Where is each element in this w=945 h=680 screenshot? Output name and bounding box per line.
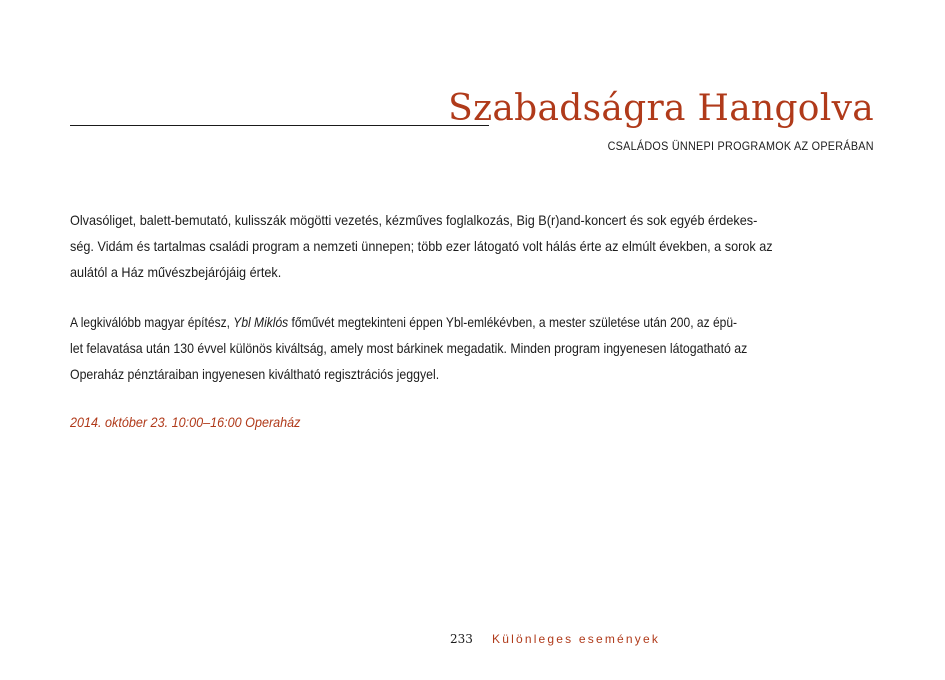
person-name: Ybl Miklós (233, 314, 289, 330)
paragraph-line: aulától a Ház művészbejárójáig értek. (70, 264, 282, 280)
section-name: Különleges események (492, 632, 661, 646)
paragraph-line: let felavatása után 130 évvel különös kiváltság, amely most bárkinek megadatik. Minden program ingyenesen látogatható az (70, 340, 748, 356)
page-title: Szabadságra Hangolva (448, 88, 874, 129)
paragraph-line: Operaház pénztáraiban ingyenesen kiváltható regisztrációs jeggyel. (70, 366, 440, 382)
page-number: 233 (450, 632, 473, 646)
page-subtitle: CSALÁDOS ÜNNEPI PROGRAMOK AZ OPERÁBAN (607, 139, 874, 153)
paragraph-line: ség. Vidám és tartalmas családi program a nemzeti ünnepen; több ezer látogató volt hálás érte az elmúlt években, a sorok az (70, 238, 773, 254)
title-rule (70, 125, 489, 126)
text-segment: főművét megtekinteni éppen Ybl-emlékévben, a mester születése után 200, az épü- (288, 314, 738, 330)
paragraph-line (70, 309, 758, 335)
paragraph-ybl (70, 309, 870, 387)
page-footer (450, 628, 660, 646)
paragraph-line: Olvasóliget, balett-bemutató, kulisszák mögötti vezetés, kézműves foglalkozás, Big B(r)and-koncert és sok egyéb érdekes- (70, 212, 758, 228)
text-segment: A legkiválóbb magyar építész, (70, 314, 234, 330)
paragraph-intro (70, 207, 870, 285)
event-date: 2014. október 23. 10:00–16:00 Operaház (70, 414, 301, 430)
